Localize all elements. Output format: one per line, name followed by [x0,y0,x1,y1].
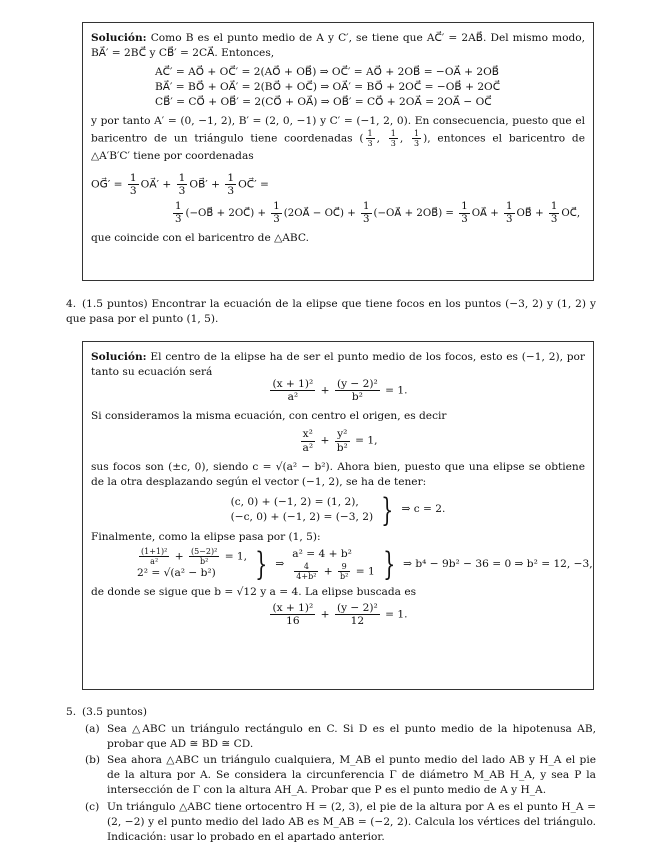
question-number: 4. [66,298,77,310]
eq-line-2: BA⃗′ = BO⃗ + OA⃗′ = 2(BO⃗ + OC⃗) ⇒ OA⃗′ = BO⃗ + 2OC⃗ = −OB⃗ + 2OC⃗ [155,81,501,94]
barycenter-eq-1: OG⃗′ = $\frac{1}{3}$ OA⃗′ + $\frac{1}{3}$ OB⃗′ + $\frac{1}{3}$ OC⃗′ = [91,171,269,197]
box2-para4: Finalmente, como la elipse pasa por (1, 5): [91,530,321,543]
foci-system: (c, 0) + (−1, 2) = (1, 2), (−c, 0) + (−1, 2) = (−3, 2) } ⇒ c = 2. [230,490,446,529]
question-5b: (b) Sea ahora △ABC un triángulo cualquiera, M_AB el punto medio del lado AB y H_A el pie de la altura por A. Se considera la circunferencia Γ de diámetro M_AB H_A, y sea P la intersección de Γ con la altura AH_A. Probar que P es el punto medio de A y H_A. [85,754,596,797]
solution-box-2 [82,341,594,690]
solution-label: Solución: [91,32,147,44]
question-4 [66,297,596,327]
eq-line-3: CB⃗′ = CO⃗ + OB⃗′ = 2(CO⃗ + OA⃗) ⇒ OB⃗′ = CO⃗ + 2OA⃗ = 2OA⃗ − OC⃗ [155,96,492,109]
box2-para5: de donde se sigue que b = √12 y a = 4. La elipse buscada es [91,586,417,599]
solution-box-1 [82,22,594,281]
box1-intro: Solución: Como B es el punto medio de A y C′, se tiene que AC⃗′ = 2AB⃗. Del mismo modo, BA⃗′ = 2BC⃗ y CB⃗′ = 2CA⃗. Entonces, [91,32,586,60]
box1-closing: que coincide con el baricentro de △ABC. [91,232,309,245]
box1-para2: y por tanto A′ = (0, −1, 2), B′ = (2, 0, −1) y C′ = (−1, 2, 0). En consecuencia, puesto que el baricentro de un triángulo tiene coordenadas ( $\frac{1}{3}$ , $\frac{1}{3}$ , $\frac{1}{3}$ ), entonces el baricentro de △A′B′C′ tiene por coordenadas [91,115,585,162]
question-text: (1.5 puntos) Encontrar la ecuación de la elipse que tiene focos en los puntos (−3, 2) y (1, 2) y que pasa por el punto (1, 5). [66,298,596,326]
solution-label: Solución: [91,351,147,363]
barycenter-eq-2: $\frac{1}{3}$ (−OB⃗ + 2OC⃗) + $\frac{1}{3}$ (2OA⃗ − OC⃗) + $\frac{1}{3}$ (−OA⃗ + 2OB⃗) = $\frac{1}{3}$ OA⃗ + $\frac{1}{3}$ OB⃗ + $\frac{1}{3}$ OC⃗, [175,200,581,225]
question-text: (3.5 puntos) [82,706,147,718]
box2-para2: Si consideramos la misma ecuación, con centro el origen, es decir [91,410,447,423]
question-number: 5. [66,706,77,718]
ellipse-equation-result: $\frac{\text{(x + 1)²}}{16}$ + $\frac{\text{(y − 2)²}}{12}$ = 1. [272,602,408,628]
question-5c: (c) Un triángulo △ABC tiene ortocentro H = (2, 3), el pie de la altura por A es el punto H_A = (2, −2) y el punto medio del lado AB es M_AB = (−2, 2). Calcula los vértices del triángulo. Indicación: usar lo probado en el apartado anterior. [85,801,596,844]
question-5 [66,705,596,720]
ellipse-equation-centered: $\frac{\text{(x + 1)²}}{\text{a²}}$ + $\frac{\text{(y − 2)²}}{\text{b²}}$ = 1. [272,378,408,404]
question-5a: (a) Sea △ABC un triángulo rectángulo en C. Si D es el punto medio de la hipotenusa AB, probar que AD ≅ BD ≅ CD. [85,723,596,751]
ellipse-equation-origin: $\frac{\text{x²}}{\text{a²}}$ + $\frac{\text{y²}}{\text{b²}}$ = 1, [302,428,378,454]
box2-intro: Solución: El centro de la elipse ha de ser el punto medio de los focos, esto es (−1, 2), por tanto su ecuación será [91,351,585,379]
eq-line-1: AC⃗′ = AO⃗ + OC⃗′ = 2(AO⃗ + OB⃗) ⇒ OC⃗′ = AO⃗ + 2OB⃗ = −OA⃗ + 2OB⃗ [155,66,500,79]
box2-para3: sus focos son (±c, 0), siendo c = √(a² − b²). Ahora bien, puesto que una elipse se obtiene de la otra desplazando según el vector (−1, 2), se ha de tener: [91,460,585,488]
point-system: $\frac{\text{(1+1)²}}{\text{a²}}$ + $\frac{\text{(5−2)²}}{\text{b²}}$ = 1, 2² = √(a² − b²) } ⇒ a² = 4 + b² $\frac{4}{\text{4+b²}}$ + $\frac{9}{\text{b²}}$ = 1 } ⇒ b⁴ − 9b² − 36 = 0 ⇒ b² = 12, −3, [137,545,593,584]
